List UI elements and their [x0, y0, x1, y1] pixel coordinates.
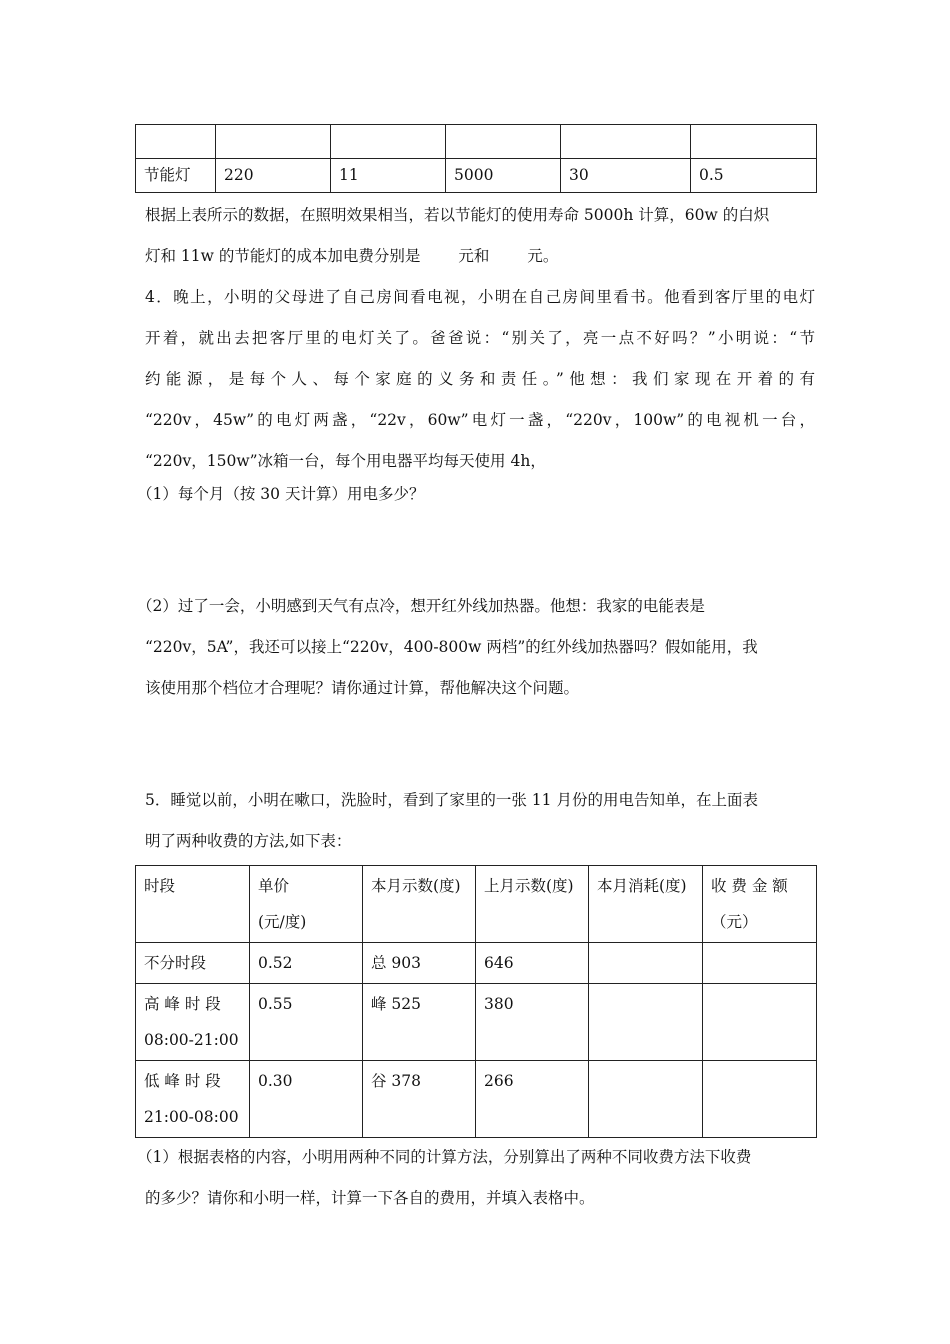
q4-text-line: 约能源，是每个人、每个家庭的义务和责任。”他想：我们家现在开着的有: [145, 370, 815, 388]
electricity-bill-table: [135, 865, 817, 1138]
table-cell: [446, 125, 561, 159]
table-cell: [589, 984, 703, 1061]
table-cell: [703, 1061, 817, 1138]
table-cell: [703, 984, 817, 1061]
q4-sub2-line: 该使用那个档位才合理呢？请你通过计算，帮他解决这个问题。: [145, 679, 580, 697]
table-cell: 30: [561, 159, 691, 193]
header-cell: 上月示数(度): [476, 866, 589, 943]
table-cell: 0.52: [250, 943, 363, 984]
q4-text-line: “220v，150w”冰箱一台，每个用电器平均每天使用 4h，: [145, 452, 546, 470]
table-row: [136, 984, 817, 1061]
table-row: [136, 943, 817, 984]
header-cell: 单价 (元/度): [250, 866, 363, 943]
table-cell: [691, 125, 817, 159]
table-cell: 5000: [446, 159, 561, 193]
table-cell: 0.30: [250, 1061, 363, 1138]
table-cell: 266: [476, 1061, 589, 1138]
table-cell: 0.5: [691, 159, 817, 193]
table-cell: [589, 1061, 703, 1138]
table-cell: 峰 525: [363, 984, 476, 1061]
table-cell: [216, 125, 331, 159]
table-cell: 节能灯: [136, 159, 216, 193]
q5-sub1-line: 的多少？请你和小明一样，计算一下各自的费用，并填入表格中。: [145, 1189, 595, 1207]
table-cell: 220: [216, 159, 331, 193]
lamp-comparison-table: [135, 124, 817, 193]
q4-sub1: （1）每个月（按 30 天计算）用电多少？: [137, 485, 425, 503]
q5-text-line: 5．睡觉以前，小明在嗽口，洗脸时，看到了家里的一张 11 月份的用电告知单，在上面表: [145, 791, 758, 809]
table-cell: [331, 125, 446, 159]
table-cell: 646: [476, 943, 589, 984]
table-cell: 0.55: [250, 984, 363, 1061]
table-row: [136, 125, 817, 159]
table-cell: 380: [476, 984, 589, 1061]
q4-text-line: 4．晚上，小明的父母进了自己房间看电视，小明在自己房间里看书。他看到客厅里的电灯: [145, 288, 815, 306]
table-cell: [589, 943, 703, 984]
q3-text: 元。: [527, 247, 559, 265]
q5-sub1-line: （1）根据表格的内容，小明用两种不同的计算方法，分别算出了两种不同收费方法下收费: [137, 1148, 752, 1166]
q3-text: 灯和 11w 的节能灯的成本加电费分别是: [145, 247, 421, 265]
q3-text-line: [145, 236, 815, 277]
q4-text-line: “220v，45w”的电灯两盏，“22v，60w”电灯一盏，“220v，100w”的电视机一台，: [145, 411, 815, 429]
table-row: [136, 159, 817, 193]
table-cell: [561, 125, 691, 159]
header-cell: 时段: [136, 866, 250, 943]
q3-text-line: 根据上表所示的数据，在照明效果相当，若以节能灯的使用寿命 5000h 计算，60w 的白炽: [145, 206, 770, 224]
q4-sub2-line: （2）过了一会，小明感到天气有点冷，想开红外线加热器。他想：我家的电能表是: [137, 597, 705, 615]
table-row: [136, 1061, 817, 1138]
table-header-row: [136, 866, 817, 943]
table-cell: 不分时段: [136, 943, 250, 984]
table-cell: 高 峰 时 段 08:00-21:00: [136, 984, 250, 1061]
header-cell: 本月示数(度): [363, 866, 476, 943]
table-cell: [136, 125, 216, 159]
table-cell: 总 903: [363, 943, 476, 984]
q3-text: 元和: [458, 247, 490, 265]
table-cell: 11: [331, 159, 446, 193]
table-cell: [703, 943, 817, 984]
header-cell: 收 费 金 额 （元）: [703, 866, 817, 943]
header-cell: 本月消耗(度): [589, 866, 703, 943]
q4-sub2-line: “220v，5A”，我还可以接上“220v，400-800w 两档”的红外线加热器吗？假如能用，我: [145, 638, 758, 656]
table-cell: 谷 378: [363, 1061, 476, 1138]
q4-text-line: 开着，就出去把客厅里的电灯关了。爸爸说：“别关了，亮一点不好吗？”小明说：“节: [145, 329, 815, 347]
q5-text-line: 明了两种收费的方法,如下表：: [145, 832, 352, 850]
table-cell: 低 峰 时 段 21:00-08:00: [136, 1061, 250, 1138]
